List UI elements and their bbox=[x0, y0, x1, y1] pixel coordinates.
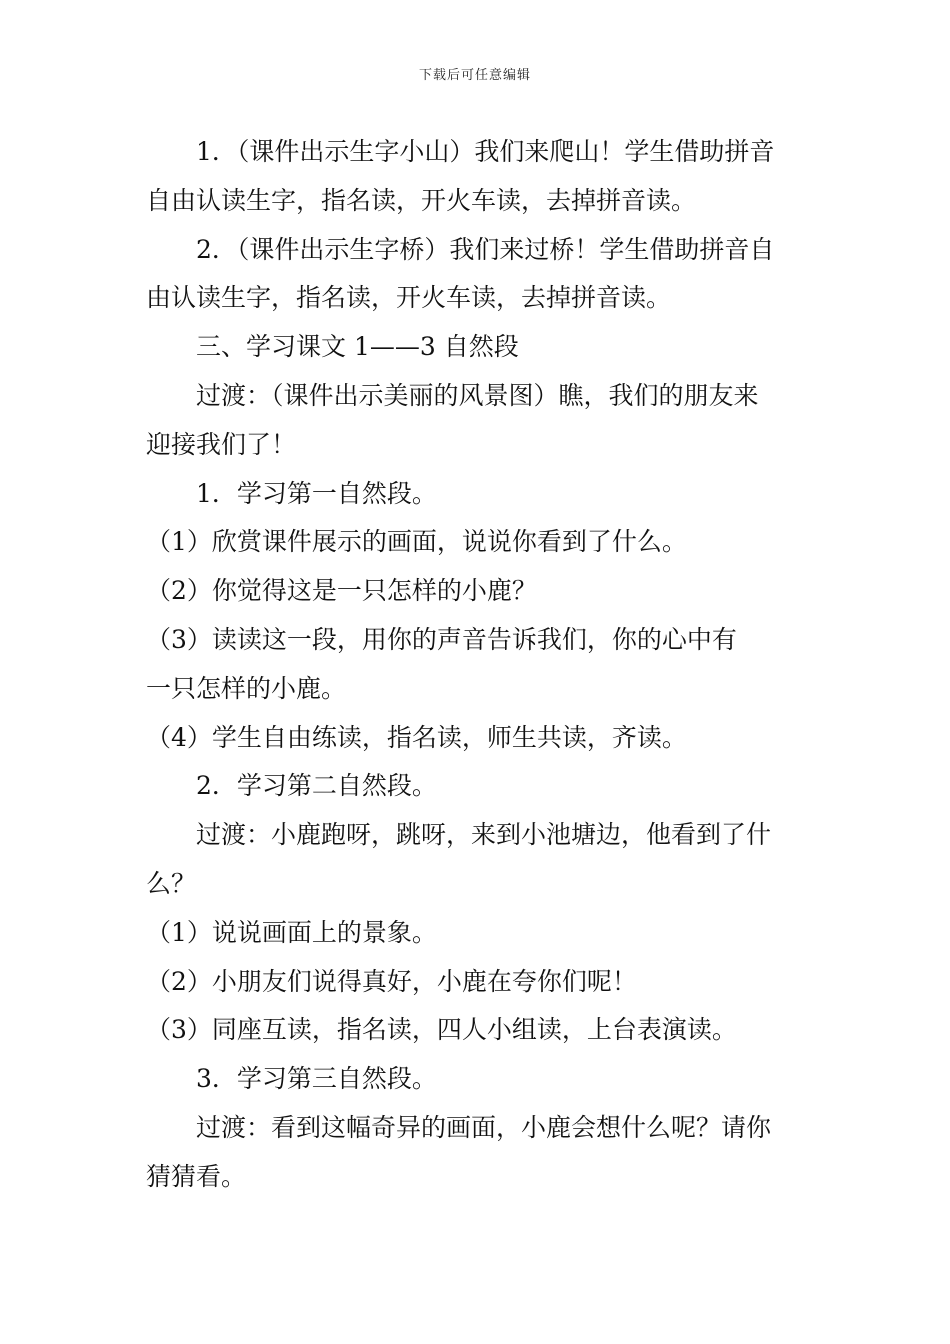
list-item: （2）小朋友们说得真好，小鹿在夸你们呢！ bbox=[146, 966, 637, 996]
text-line: 迎接我们了！ bbox=[146, 429, 297, 459]
text-line: 过渡：（课件出示美丽的风景图）瞧，我们的朋友来 bbox=[196, 380, 759, 410]
subsection-heading: 2．学习第二自然段。 bbox=[196, 771, 437, 801]
text-line: 过渡：看到这幅奇异的画面，小鹿会想什么呢？请你 bbox=[196, 1112, 772, 1142]
text-line: 由认读生字，指名读，开火车读，去掉拼音读。 bbox=[146, 283, 672, 313]
list-item: （1）说说画面上的景象。 bbox=[146, 917, 437, 947]
text-line: 1．（课件出示生字小山）我们来爬山！学生借助拼音 bbox=[196, 137, 775, 166]
list-item: （3）同座互读，指名读，四人小组读，上台表演读。 bbox=[146, 1015, 737, 1045]
subsection-heading: 3．学习第三自然段。 bbox=[196, 1064, 437, 1094]
text-line: 过渡：小鹿跑呀，跳呀，来到小池塘边，他看到了什 bbox=[196, 820, 772, 850]
text-line: 自由认读生字，指名读，开火车读，去掉拼音读。 bbox=[146, 185, 697, 215]
text-line: 2．（课件出示生字桥）我们来过桥！学生借助拼音自 bbox=[196, 234, 775, 264]
list-item: （3）读读这一段，用你的声音告诉我们，你的心中有 bbox=[146, 624, 737, 654]
page-header-note: 下载后可任意编辑 bbox=[418, 68, 531, 83]
subsection-heading: 1．学习第一自然段。 bbox=[196, 478, 437, 508]
text-line: 么？ bbox=[146, 868, 197, 898]
document-body bbox=[146, 128, 810, 1202]
list-item: （2）你觉得这是一只怎样的小鹿？ bbox=[146, 576, 537, 606]
text-line: 猜猜看。 bbox=[146, 1161, 247, 1191]
section-heading: 三、学习课文 1——3 自然段 bbox=[196, 332, 519, 362]
text-line: 一只怎样的小鹿。 bbox=[146, 673, 347, 703]
list-item: （4）学生自由练读，指名读，师生共读，齐读。 bbox=[146, 722, 687, 752]
list-item: （1）欣赏课件展示的画面，说说你看到了什么。 bbox=[146, 527, 687, 557]
